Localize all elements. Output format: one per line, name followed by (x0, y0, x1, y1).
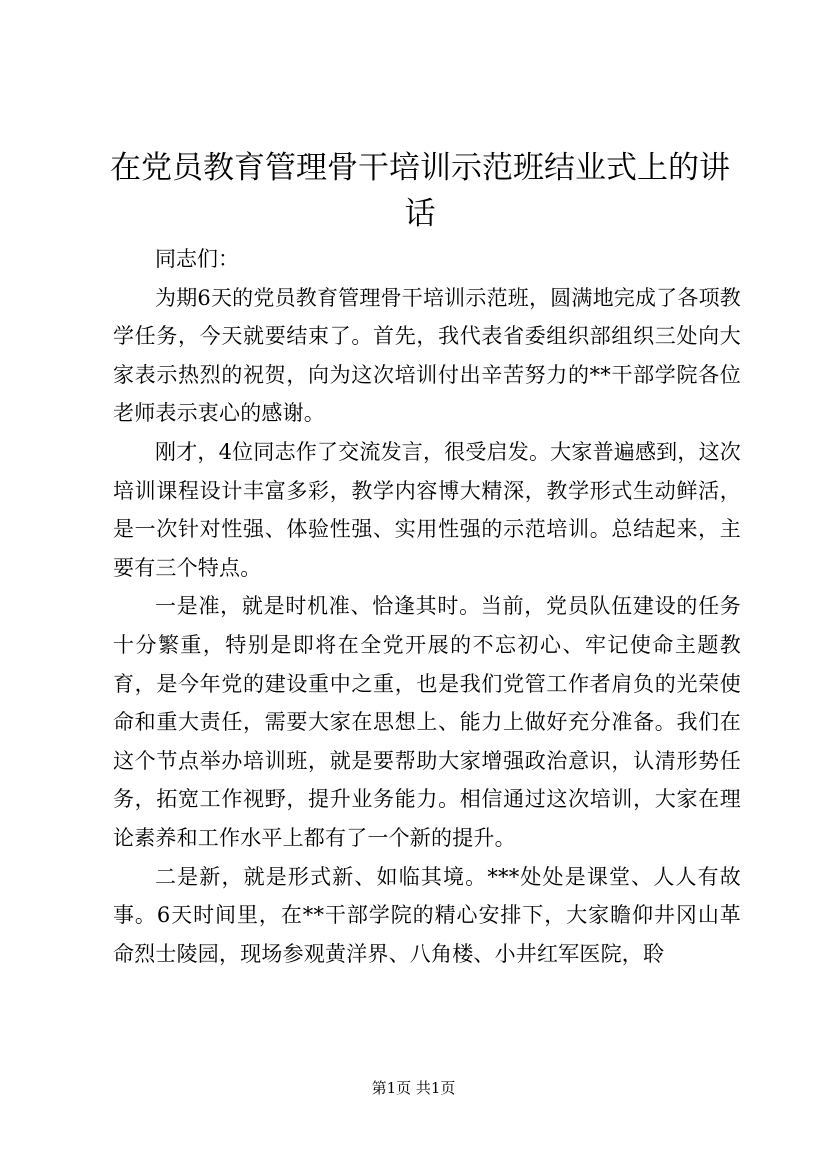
document-title: 在党员教育管理骨干培训示范班结业式上的讲话 (110, 150, 730, 232)
paragraph: 二是新，就是形式新、如临其境。***处处是课堂、人人有故事。6天时间里，在**干部学院的精心安排下，大家瞻仰井冈山革命烈士陵园，现场参观黄洋界、八角楼、小井红军医院，聆 (113, 864, 741, 966)
paragraph: 一是准，就是时机准、恰逢其时。当前，党员队伍建设的任务十分繁重，特别是即将在全党开展的不忘初心、牢记使命主题教育，是今年党的建设重中之重，也是我们党管工作者肩负的光荣使命和重大责任，需要大家在思想上、能力上做好充分准备。我们在这个节点举办培训班，就是要帮助大家增强政治意识，认清形势任务，拓宽工作视野，提升业务能力。相信通过这次培训，大家在理论素养和工作水平上都有了一个新的提升。 (113, 594, 741, 850)
document-body (113, 240, 741, 973)
greeting: 同志们： (155, 247, 239, 271)
paragraph: 刚才，4位同志作了交流发言，很受启发。大家普遍感到，这次培训课程设计丰富多彩，教学内容博大精深，教学形式生动鲜活，是一次针对性强、体验性强、实用性强的示范培训。总结起来，主要有三个特点。 (113, 439, 741, 580)
page-number-footer: 第1页 共1页 (371, 1079, 456, 1097)
paragraph: 为期6天的党员教育管理骨干培训示范班，圆满地完成了各项教学任务，今天就要结束了。首先，我代表省委组织部组织三处向大家表示热烈的祝贺，向为这次培训付出辛苦努力的**干部学院各位老师表示衷心的感谢。 (113, 285, 741, 426)
